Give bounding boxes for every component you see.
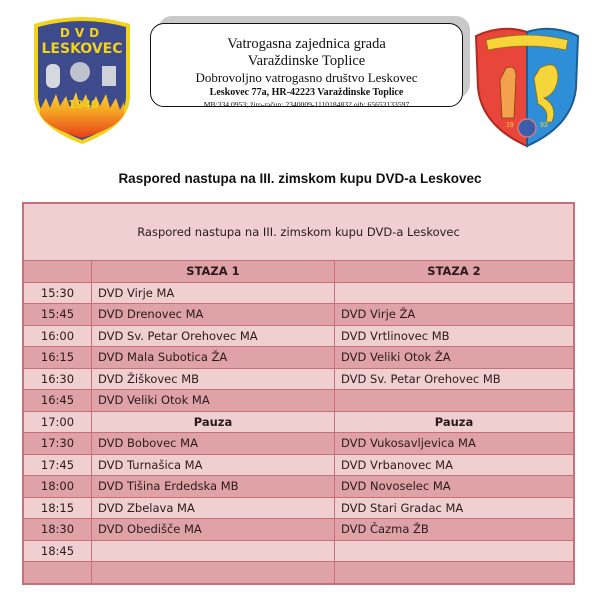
address-box xyxy=(150,23,463,107)
row-staza-1: DVD Tišina Erdedska MB xyxy=(92,476,335,498)
row-time: 16:30 xyxy=(23,368,92,390)
table-header-row xyxy=(23,261,574,283)
row-staza-1: DVD Žiškovec MB xyxy=(92,368,335,390)
row-time: 16:15 xyxy=(23,347,92,369)
row-staza-2: DVD Vrbanovec MA xyxy=(335,454,575,476)
table-row xyxy=(23,325,574,347)
row-staza-1 xyxy=(92,540,335,562)
row-time: 15:45 xyxy=(23,304,92,326)
row-staza-2 xyxy=(335,390,575,412)
row-staza-2: DVD Vukosavljevica MA xyxy=(335,433,575,455)
schedule-table xyxy=(22,202,575,585)
row-staza-1: DVD Drenovec MA xyxy=(92,304,335,326)
row-staza-1 xyxy=(92,562,335,584)
varazdinske-toplice-coat-of-arms xyxy=(472,18,582,148)
row-staza-2: DVD Veliki Otok ŽA xyxy=(335,347,575,369)
table-row xyxy=(23,519,574,541)
table-caption-row xyxy=(23,203,574,261)
coat-year-left: 19 xyxy=(506,122,514,129)
address-line-2: Varaždinske Toplice xyxy=(247,53,366,69)
row-time: 15:30 xyxy=(23,282,92,304)
row-staza-1: DVD Veliki Otok MA xyxy=(92,390,335,412)
row-staza-2: DVD Čazma ŽB xyxy=(335,519,575,541)
address-line-1: Vatrogasna zajednica grada xyxy=(227,36,386,52)
row-staza-2: DVD Virje ŽA xyxy=(335,304,575,326)
row-staza-2 xyxy=(335,562,575,584)
row-time: 16:45 xyxy=(23,390,92,412)
row-staza-1: DVD Zbelava MA xyxy=(92,497,335,519)
row-staza-1: DVD Bobovec MA xyxy=(92,433,335,455)
row-staza-1-pause: Pauza xyxy=(92,411,335,433)
row-staza-1: DVD Turnašica MA xyxy=(92,454,335,476)
row-staza-1: DVD Mala Subotica ŽA xyxy=(92,347,335,369)
logo-left-line2: LESKOVEC xyxy=(41,41,123,57)
row-staza-1: DVD Sv. Petar Orehovec MA xyxy=(92,325,335,347)
header-time xyxy=(23,261,92,283)
header-staza-2: STAZA 2 xyxy=(335,261,575,283)
table-row xyxy=(23,454,574,476)
table-row xyxy=(23,304,574,326)
table-row xyxy=(23,390,574,412)
row-time: 18:00 xyxy=(23,476,92,498)
table-row xyxy=(23,540,574,562)
table-row xyxy=(23,282,574,304)
logo-left-line1: DVD xyxy=(59,26,105,40)
table-row xyxy=(23,368,574,390)
table-row xyxy=(23,433,574,455)
row-time xyxy=(23,562,92,584)
table-row xyxy=(23,347,574,369)
row-staza-1: DVD Virje MA xyxy=(92,282,335,304)
row-staza-2: DVD Vrtlinovec MB xyxy=(335,325,575,347)
row-time: 18:30 xyxy=(23,519,92,541)
row-time: 17:30 xyxy=(23,433,92,455)
row-time: 18:45 xyxy=(23,540,92,562)
table-row-break xyxy=(23,411,574,433)
table-row-empty xyxy=(23,562,574,584)
row-time: 18:15 xyxy=(23,497,92,519)
header-staza-1: STAZA 1 xyxy=(92,261,335,283)
row-staza-2: DVD Novoselec MA xyxy=(335,476,575,498)
row-staza-2-pause: Pauza xyxy=(335,411,575,433)
table-row xyxy=(23,497,574,519)
coat-year-right: 93 xyxy=(540,122,548,129)
table-caption: Raspored nastupa na III. zimskom kupu DVD-a Leskovec xyxy=(23,203,574,261)
row-staza-2: DVD Stari Gradac MA xyxy=(335,497,575,519)
page-title: Raspored nastupa na III. zimskom kupu DVD-a Leskovec xyxy=(118,171,482,186)
row-staza-2 xyxy=(335,282,575,304)
address-line-4: Leskovec 77a, HR-42223 Varaždinske Toplice xyxy=(209,87,404,98)
row-staza-1: DVD Obedišče MA xyxy=(92,519,335,541)
address-line-3: Dobrovoljno vatrogasno društvo Leskovec xyxy=(195,70,418,85)
dvd-leskovec-logo xyxy=(30,14,134,146)
row-time: 17:45 xyxy=(23,454,92,476)
row-staza-2: DVD Sv. Petar Orehovec MB xyxy=(335,368,575,390)
row-staza-2 xyxy=(335,540,575,562)
logo-left-year: 1940 xyxy=(68,98,99,111)
row-time: 16:00 xyxy=(23,325,92,347)
table-row xyxy=(23,476,574,498)
address-line-5: MB:334 0953; žiro-račun: 2340009-1110184832 oib: 65653133597 xyxy=(203,100,410,109)
row-time: 17:00 xyxy=(23,411,92,433)
